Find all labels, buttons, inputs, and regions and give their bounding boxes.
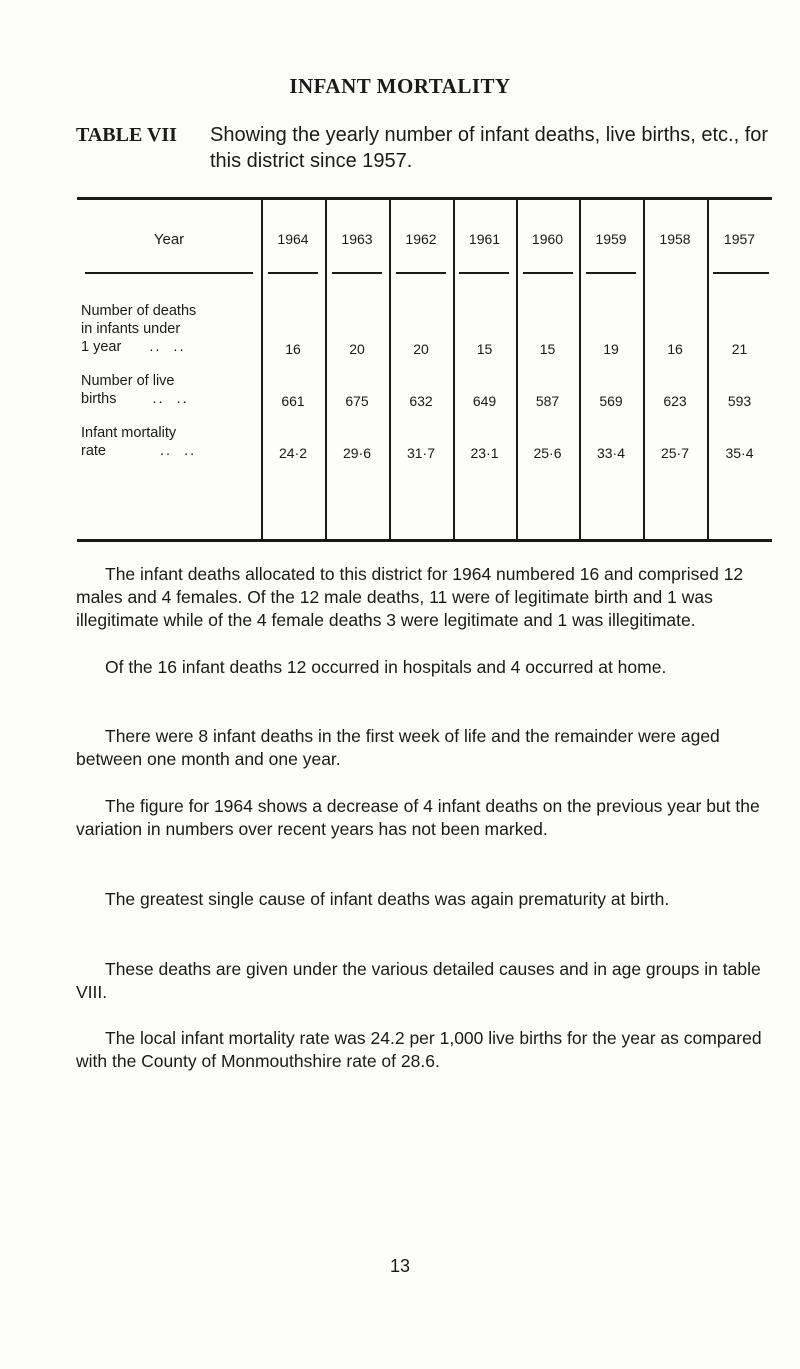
births-1958: 623 — [663, 393, 687, 409]
infant-mortality-table — [77, 197, 772, 542]
header-year-label: Year — [153, 231, 185, 248]
deaths-1962: 20 — [413, 341, 429, 357]
header-year-1962: 1962 — [405, 231, 437, 247]
births-1959: 569 — [599, 393, 623, 409]
rate-1961: 23·1 — [470, 445, 499, 461]
header-year-1961: 1961 — [468, 231, 501, 247]
rate-1958: 25·7 — [660, 445, 690, 461]
header-year-1964: 1964 — [277, 231, 309, 247]
column-divider — [579, 200, 581, 539]
paragraph-prematurity: The greatest single cause of infant deaths was again prematurity at birth. — [105, 889, 670, 909]
paragraph-place-of-death: Of the 16 infant deaths 12 occurred in hospitals and 4 occurred at home. — [105, 657, 667, 677]
rate-1962: 31·7 — [406, 445, 436, 461]
header-year-1960: 1960 — [531, 231, 564, 247]
rate-1963: 29·6 — [342, 445, 372, 461]
header-rule-segment — [85, 272, 253, 274]
table-caption — [76, 122, 776, 174]
deaths-1958: 16 — [667, 341, 683, 357]
header-rule-segment — [523, 272, 573, 274]
page-heading: INFANT MORTALITY — [289, 74, 511, 98]
row-label-deaths: Number of deaths in infants under 1 year .. .. — [81, 303, 197, 355]
rate-1959: 33·4 — [596, 445, 626, 461]
column-divider — [389, 200, 391, 539]
paragraph-allocation: The infant deaths allocated to this district for 1964 numbered 16 and comprised 12 males and 4 females. Of the 12 male deaths, 11 were of legitimate birth and 1 was illegitimate while of the 4 female deaths 3 were legitimate and 1 was illegitimate. — [76, 564, 744, 630]
column-divider — [453, 200, 455, 539]
births-1961: 649 — [472, 393, 497, 409]
paragraph-local-rate: The local infant mortality rate was 24.2 per 1,000 live births for the year as compared with the County of Monmouthshire rate of 28.6. — [76, 1028, 762, 1071]
deaths-1957: 21 — [731, 341, 748, 357]
header-rule-segment — [268, 272, 318, 274]
paragraph-table-viii: These deaths are given under the various detailed causes and in age groups in table VIII. — [76, 959, 761, 1002]
births-1957: 593 — [727, 393, 752, 409]
deaths-1959: 19 — [603, 341, 619, 357]
header-year-1963: 1963 — [341, 231, 373, 247]
rate-1964: 24·2 — [278, 445, 308, 461]
births-1960: 587 — [535, 393, 560, 409]
header-rule-segment — [396, 272, 446, 274]
header-rule-segment — [459, 272, 509, 274]
table-bottom-rule — [77, 539, 772, 542]
header-rule-segment — [586, 272, 636, 274]
header-year-1958: 1958 — [659, 231, 691, 247]
row-label-mortality-rate: Infant mortality rate .. .. — [81, 425, 197, 459]
column-divider — [516, 200, 518, 539]
rate-1960: 25·6 — [533, 445, 562, 461]
births-1962: 632 — [409, 393, 433, 409]
table-caption-text: Showing the yearly number of infant deaths, live births, etc., for this district since 1957. — [210, 124, 769, 172]
row-label-live-births: Number of live births .. .. — [81, 373, 189, 407]
births-1964: 661 — [281, 393, 305, 409]
header-year-1959: 1959 — [595, 231, 627, 247]
page-number: 13 — [389, 1256, 411, 1276]
header-rule-segment — [332, 272, 382, 274]
deaths-1960: 15 — [539, 341, 556, 357]
paragraph-decrease: The figure for 1964 shows a decrease of 4 infant deaths on the previous year but the variation in numbers over recent years has not been marked. — [76, 796, 760, 839]
births-1963: 675 — [345, 393, 369, 409]
column-divider — [707, 200, 709, 539]
paragraph-age-at-death: There were 8 infant deaths in the first week of life and the remainder were aged between one month and one year. — [76, 726, 720, 769]
rate-1957: 35·4 — [725, 445, 754, 461]
header-rule-segment — [713, 272, 769, 274]
deaths-1963: 20 — [349, 341, 365, 357]
column-divider — [643, 200, 645, 539]
header-year-1957: 1957 — [723, 231, 756, 247]
deaths-1961: 15 — [476, 341, 493, 357]
table-top-rule — [77, 197, 772, 200]
column-divider — [325, 200, 327, 539]
column-divider — [261, 200, 263, 539]
deaths-1964: 16 — [285, 341, 301, 357]
table-caption-label: TABLE VII — [76, 124, 177, 146]
